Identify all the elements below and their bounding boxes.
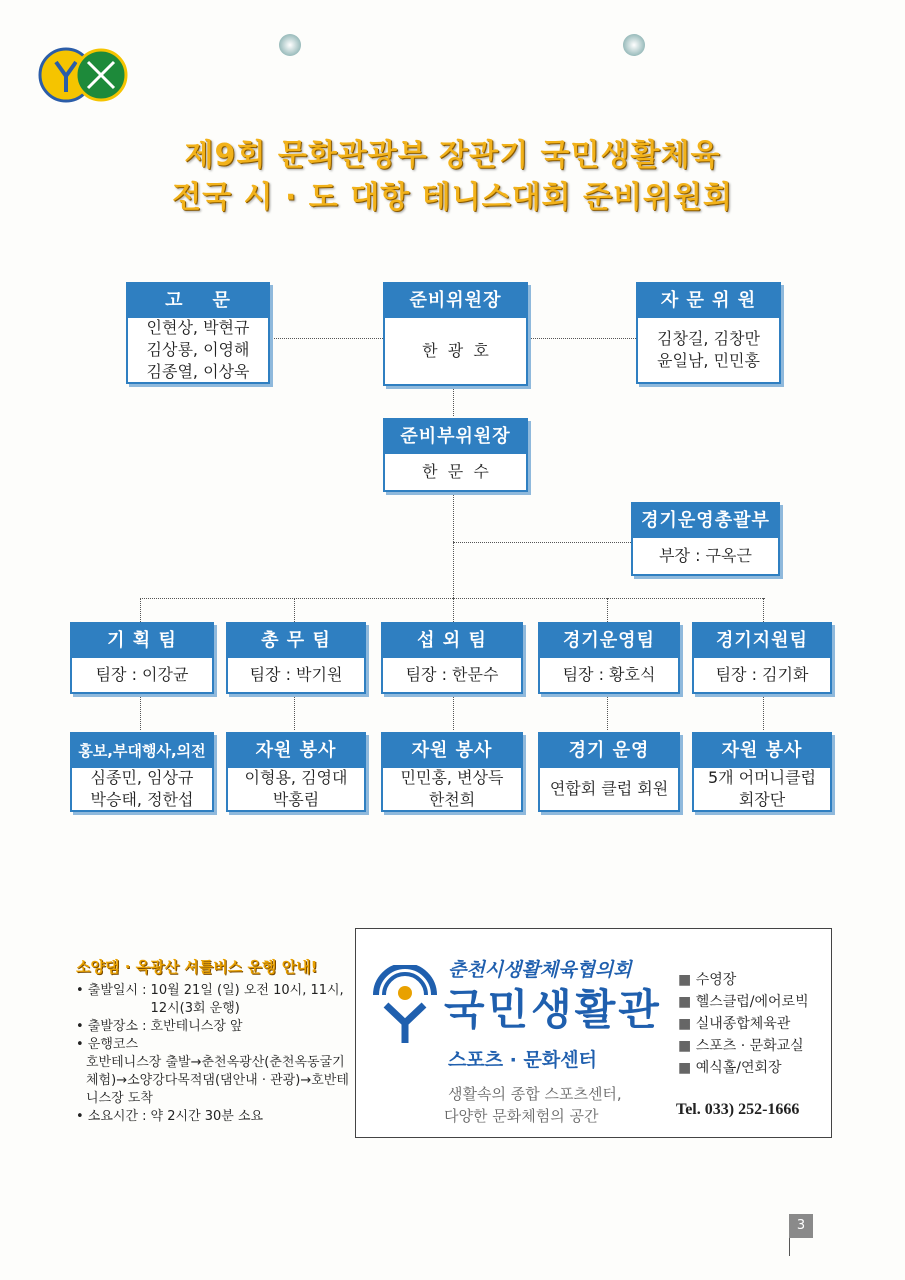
chair-box: [383, 282, 528, 386]
bullet-icon: ■: [678, 994, 692, 1010]
connector-line: [453, 490, 454, 598]
connector-line: [453, 384, 454, 416]
depart-value: 10월 21일 (일) 오전 10시, 11시, 12시(3회 운행): [150, 983, 344, 1016]
sub-unit-box: [226, 732, 366, 812]
sub-unit-title: 자원 봉사: [694, 734, 830, 768]
title-line-2: 전국 시 · 도 대항 테니스대회 준비위원회: [172, 180, 733, 215]
consult-title: 자 문 위 원: [638, 284, 779, 318]
team-title: 총 무 팀: [228, 624, 364, 658]
advisor-box: [126, 282, 270, 384]
facility-item: ■ 헬스클럽/에어로빅: [678, 994, 809, 1010]
bullet-icon: ■: [678, 1016, 692, 1032]
team-leader: 팀장 : 박기원: [249, 665, 343, 684]
ad-subtitle: 스포츠 · 문화센터: [448, 1049, 597, 1071]
facility-item: ■ 수영장: [678, 972, 737, 988]
advisor-member: 김종열, 이상욱: [146, 362, 250, 381]
chair-title: 준비위원장: [385, 284, 526, 318]
ad-name: 국민생활관: [444, 985, 662, 1034]
ops-title: 경기운영총괄부: [633, 504, 778, 538]
binder-hole-left: [279, 34, 301, 56]
sports-center-ad: [355, 928, 832, 1138]
vice-chair-title: 준비부위원장: [385, 420, 526, 454]
ad-telephone: Tel. 033) 252-1666: [676, 1101, 800, 1118]
ops-head: 부장 : 구옥근: [659, 546, 752, 565]
sub-unit-member: 심종민, 임상규: [90, 768, 194, 787]
sub-unit-box: [692, 732, 832, 812]
connector-line: [294, 598, 295, 622]
vice-chair-name: 한 문 수: [422, 462, 489, 481]
connector-line: [526, 338, 636, 339]
ad-slogan-1: 생활속의 종합 스포츠센터,: [448, 1085, 622, 1103]
sub-unit-member: 이형용, 김영대: [244, 768, 348, 787]
connector-line: [453, 542, 631, 543]
team-box: [538, 622, 680, 694]
sub-unit-box: [381, 732, 523, 812]
sub-unit-member: 5개 어머니클럽: [707, 768, 816, 787]
connector-line: [453, 598, 454, 622]
ad-org: 춘천시생활체육협의회: [448, 959, 632, 981]
title-line-1: 제9회 문화관광부 장관기 국민생활체육: [184, 138, 721, 173]
bullet-icon: ■: [678, 1038, 692, 1054]
team-title: 섭 외 팀: [383, 624, 521, 658]
course-label: • 운행코스: [76, 1037, 139, 1052]
facility-item: ■ 예식홀/연회장: [678, 1060, 782, 1076]
facility-list: [678, 969, 809, 1079]
course-value: 호반테니스장 출발→춘천옥광산(춘천옥동굴기체험)→소양강다목적댐(댐안내 · 관광)→호반테니스장 도착: [86, 1055, 349, 1106]
connector-line: [607, 598, 608, 622]
connector-line: [453, 692, 454, 730]
facility-item: ■ 스포츠 · 문화교실: [678, 1038, 804, 1054]
sub-unit-title: 경기 운영: [540, 734, 678, 768]
consult-box: [636, 282, 781, 384]
advisor-member: 김상룡, 이영해: [146, 340, 250, 359]
connector-line: [140, 692, 141, 730]
connector-line: [268, 338, 383, 339]
bullet-icon: ■: [678, 972, 692, 988]
logo: [38, 46, 128, 104]
ad-slogan-2: 다양한 문화체험의 공간: [444, 1107, 599, 1125]
sports-center-logo: [372, 965, 438, 1045]
advisor-title: 고 문: [128, 284, 268, 318]
facility-item: ■ 실내종합체육관: [678, 1016, 791, 1032]
consult-member: 김창길, 김창만: [657, 329, 760, 348]
team-box: [381, 622, 523, 694]
sub-unit-member: 박홍림: [272, 790, 320, 809]
shuttle-heading: 소양댐 · 옥광산 셔틀버스 운행 안내!: [76, 958, 318, 976]
sub-unit-member: 회장단: [738, 790, 786, 809]
advisor-member: 인현상, 박현규: [146, 318, 250, 337]
ops-box: [631, 502, 780, 576]
connector-line: [140, 598, 141, 622]
sub-unit-box: [70, 732, 214, 812]
shuttle-notice: [76, 958, 351, 1126]
team-box: [226, 622, 366, 694]
bullet-icon: ■: [678, 1060, 692, 1076]
team-leader: 팀장 : 김기화: [715, 665, 809, 684]
team-leader: 팀장 : 이강균: [95, 665, 189, 684]
team-leader: 팀장 : 황호식: [562, 665, 656, 684]
depart-label: • 출발일시 :: [76, 983, 147, 998]
chair-name: 한 광 호: [422, 341, 489, 360]
sub-unit-member: 한천희: [428, 790, 476, 809]
connector-line: [763, 598, 764, 622]
vice-chair-box: [383, 418, 528, 492]
binder-hole-right: [623, 34, 645, 56]
sub-unit-member: 민민홍, 변상득: [400, 768, 504, 787]
place-value: 호반테니스장 앞: [150, 1019, 243, 1034]
team-box: [692, 622, 832, 694]
sub-unit-member: 박승태, 정한섭: [90, 790, 194, 809]
team-title: 기 획 팀: [72, 624, 212, 658]
time-label: • 소요시간 :: [76, 1109, 147, 1124]
team-box: [70, 622, 214, 694]
place-label: • 출발장소 :: [76, 1019, 147, 1034]
consult-member: 윤일남, 민민홍: [657, 351, 760, 370]
team-leader: 팀장 : 한문수: [405, 665, 499, 684]
sub-unit-title: 홍보,부대행사,의전: [72, 734, 212, 768]
sub-unit-box: [538, 732, 680, 812]
time-value: 약 2시간 30분 소요: [150, 1109, 264, 1124]
connector-line: [763, 692, 764, 730]
connector-line: [607, 692, 608, 730]
page-number-stem: [789, 1238, 790, 1256]
team-title: 경기운영팀: [540, 624, 678, 658]
sub-unit-title: 자원 봉사: [228, 734, 364, 768]
page-number: 3: [789, 1214, 813, 1238]
team-title: 경기지원팀: [694, 624, 830, 658]
sub-unit-member: 연합회 클럽 회원: [549, 779, 669, 798]
connector-line: [294, 692, 295, 730]
sub-unit-title: 자원 봉사: [383, 734, 521, 768]
